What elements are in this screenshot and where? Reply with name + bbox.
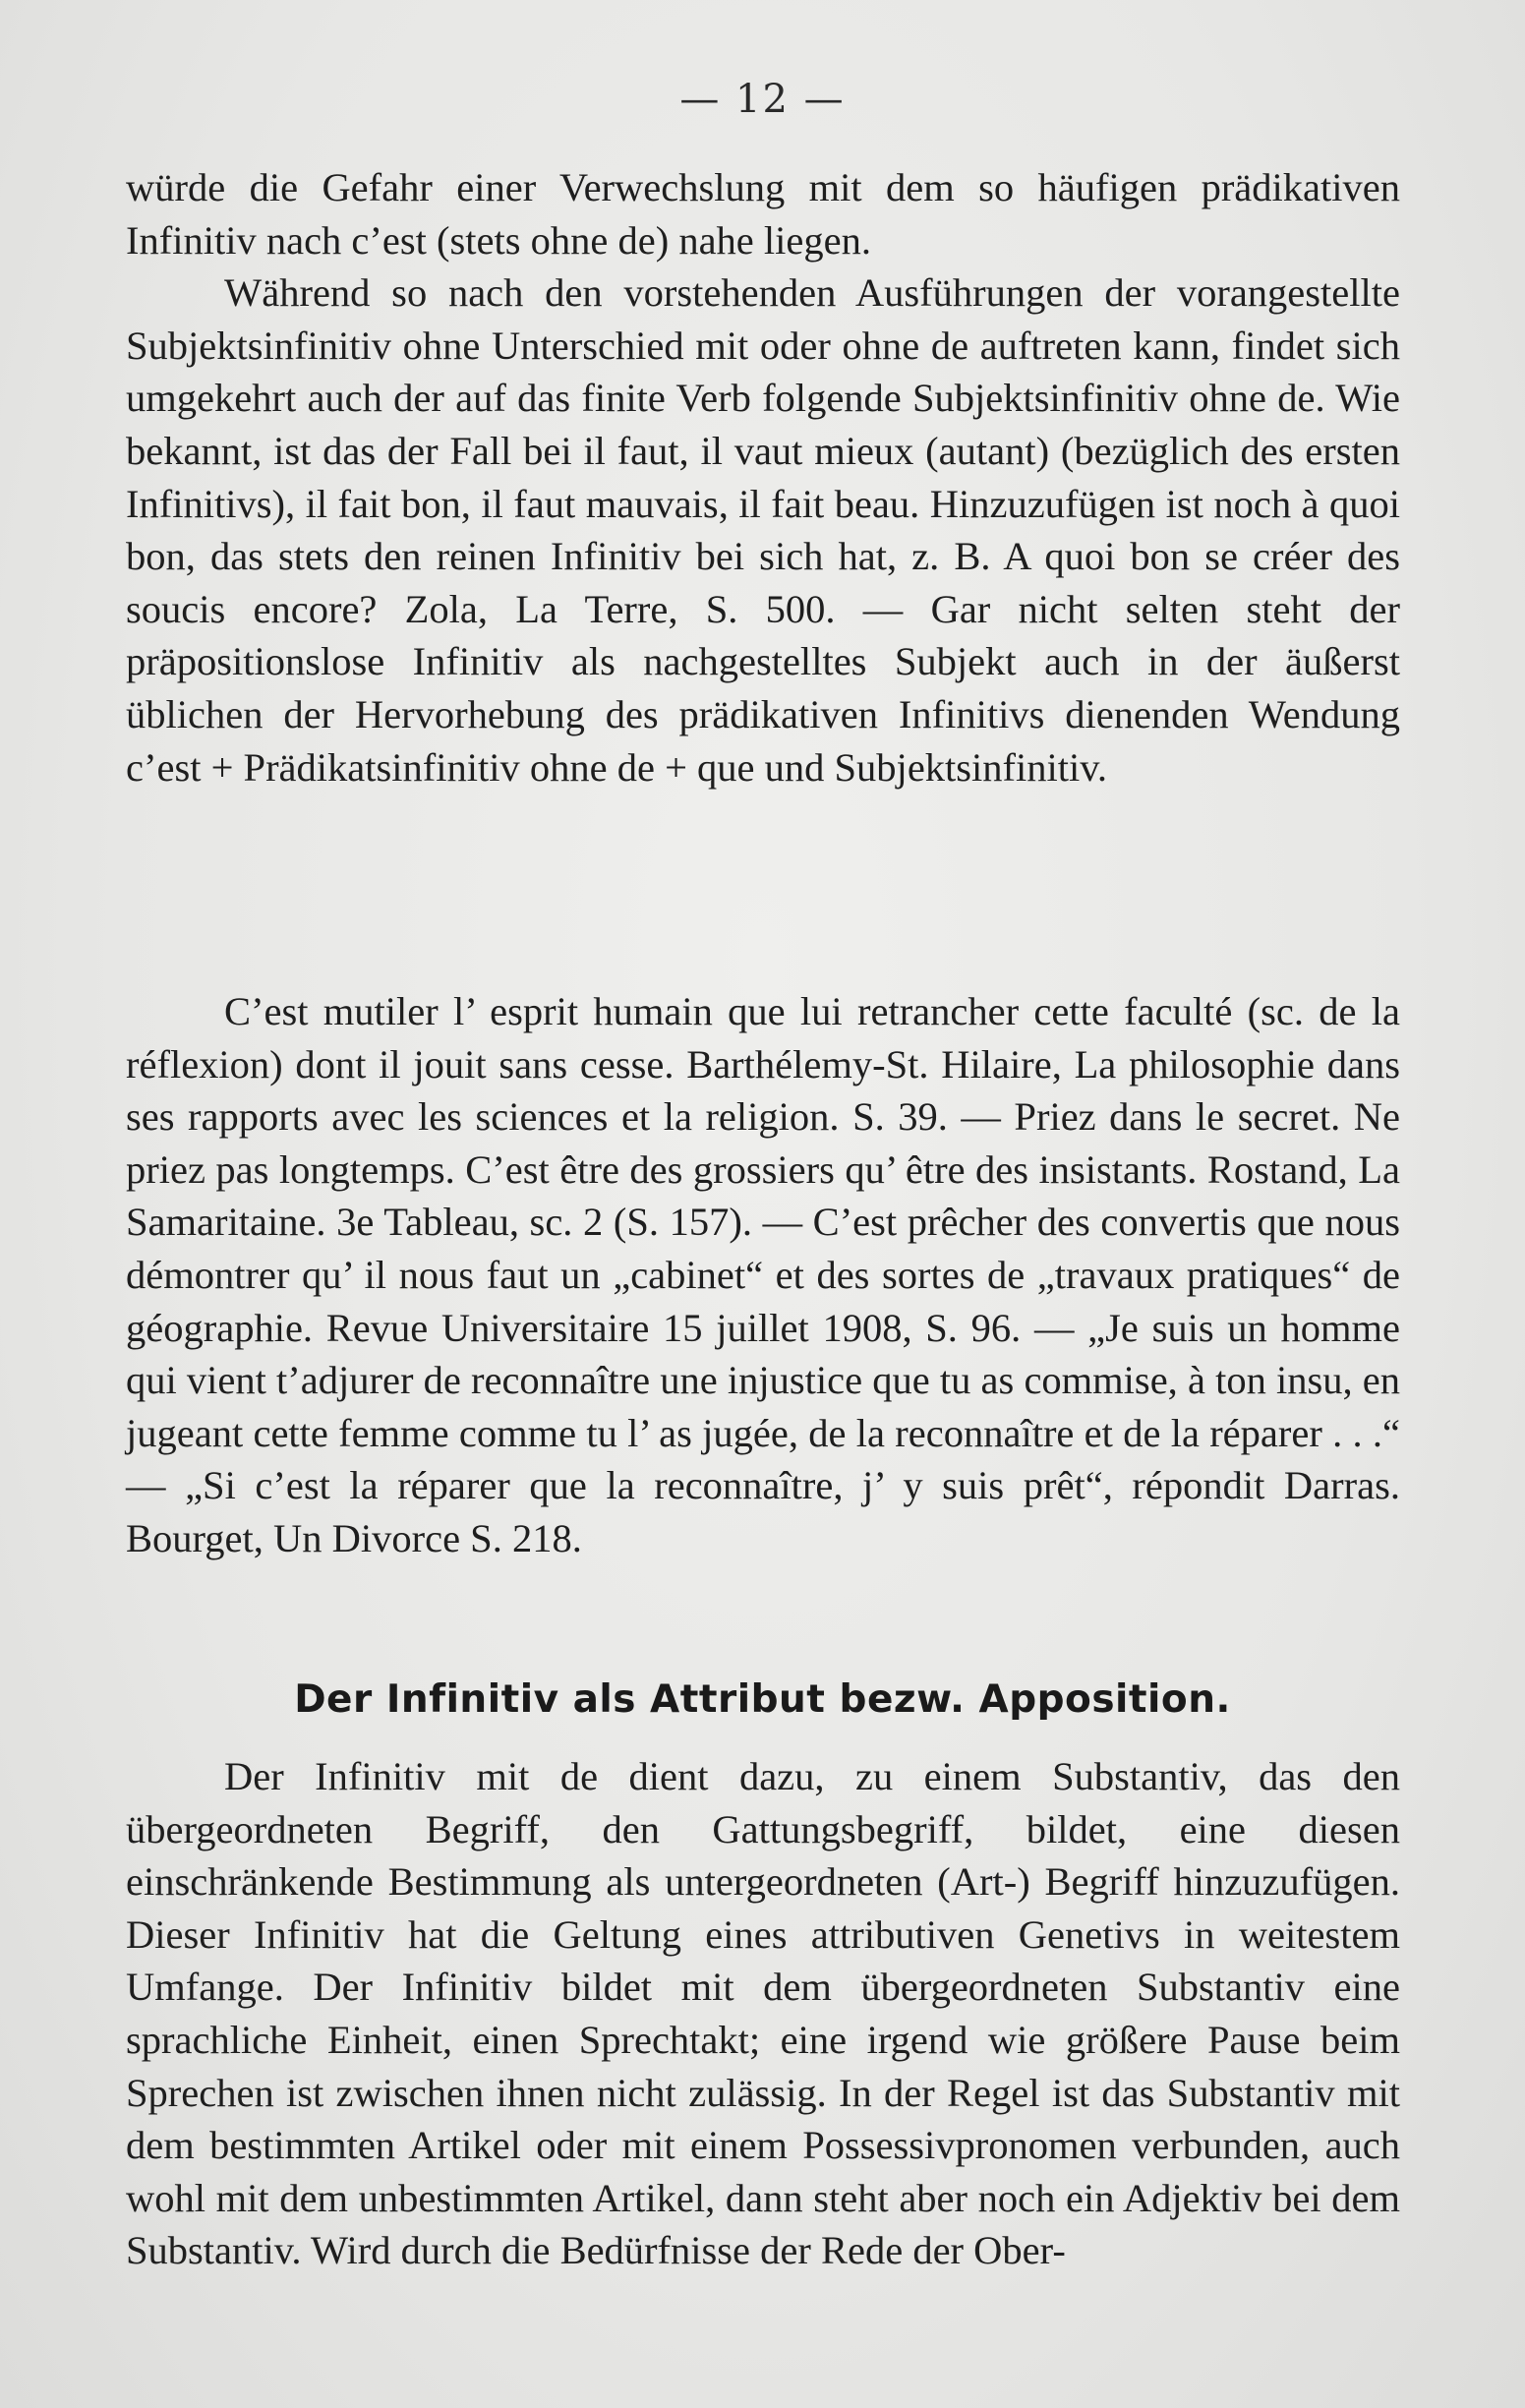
paragraph-french-examples: C’est mutiler l’ esprit humain que lui retrancher cette faculté (sc. de la réflexion) dont il jouit sans cesse. Barthélemy-St. Hilaire, La philosophie dans ses rapports avec les sciences et la religion. S. 39. — Priez dans le secret. Ne priez pas longtemps. C’est être des grossiers qu’ être des insistants. Rostand, La Samaritaine. 3e Tableau, sc. 2 (S. 157). — C’est prêcher des convertis que nous démontrer qu’ il nous faut un „cabinet“ et des sortes de „travaux pratiques“ de géographie. Revue Universitaire 15 juillet 1908, S. 96. — „Je suis un homme qui vient t’adjurer de reconnaître une injustice que tu as commise, à ton insu, en jugeant cette femme comme tu l’ as jugée, de la reconnaître et de la réparer . . .“ — „Si c’est la réparer que la reconnaître, j’ y suis prêt“, répondit Darras. Bourget, Un Divorce S. 218. <box>126 989 1400 1560</box>
body-text-examples <box>126 985 1400 1565</box>
body-text-lower <box>126 1750 1400 2277</box>
paragraph-continuation: würde die Gefahr einer Verwechslung mit dem so häufigen prädikativen Infinitiv nach c’est (stets ohne de) nahe liegen. <box>126 165 1400 263</box>
paragraph-attribute-apposition: Der Infinitiv mit de dient dazu, zu einem Substantiv, das den übergeordneten Begriff, den Gattungsbegriff, bildet, eine diesen einschränkende Bestimmung als untergeordneten (Art-) Begriff hinzuzufügen. Dieser Infinitiv hat die Geltung eines attributiven Genetivs in weitestem Umfange. Der Infinitiv bildet mit dem übergeordneten Substantiv eine sprachliche Einheit, einen Sprechtakt; eine irgend wie größere Pause beim Sprechen ist zwischen ihnen nicht zulässig. In der Regel ist das Substantiv mit dem bestimmten Artikel oder mit einem Possessivpronomen verbunden, auch wohl mit dem unbestimmten Artikel, dann steht aber noch ein Adjektiv bei dem Substantiv. Wird durch die Bedürfnisse der Rede der Ober- <box>126 1754 1400 2273</box>
section-heading: Der Infinitiv als Attribut bezw. Apposition. <box>294 1677 1231 1722</box>
body-text-upper <box>126 161 1400 793</box>
page-number: — 12 — <box>679 77 846 122</box>
paragraph-subject-infinitive: Während so nach den vorstehenden Ausführungen der vorangestellte Subjektsinfinitiv ohne Unterschied mit oder ohne de auftreten kann, findet sich umgekehrt auch der auf das finite Verb folgende Subjektsinfinitiv ohne de. Wie bekannt, ist das der Fall bei il faut, il vaut mieux (autant) (bezüglich des ersten Infinitivs), il fait bon, il faut mauvais, il fait beau. Hinzuzufügen ist noch à quoi bon, das stets den reinen Infinitiv bei sich hat, z. B. A quoi bon se créer des soucis encore? Zola, La Terre, S. 500. — Gar nicht selten steht der präpositionslose Infinitiv als nachgestelltes Subjekt auch in der äußerst üblichen der Hervorhebung des prädikativen Infinitivs dienenden Wendung c’est + Prädikatsinfinitiv ohne de + que und Subjektsinfinitiv. <box>126 270 1400 790</box>
